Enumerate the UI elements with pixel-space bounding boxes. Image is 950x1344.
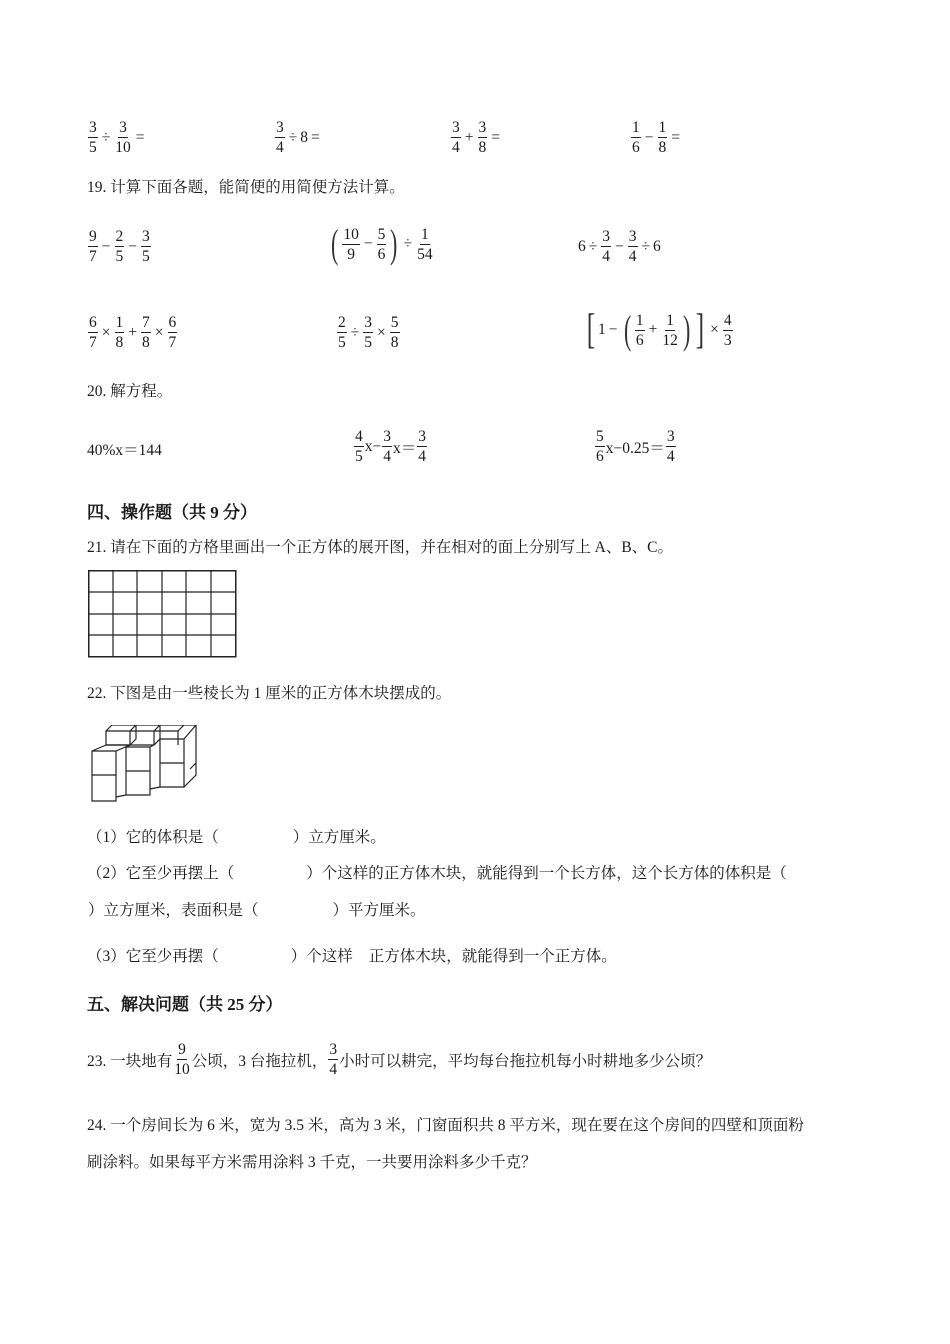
denominator: 6 xyxy=(596,448,604,465)
operator: − xyxy=(644,128,654,146)
numerator: 10 xyxy=(343,225,359,243)
denominator: 10 xyxy=(174,1061,190,1078)
q22-part-1-text-b: ）立方厘米。 xyxy=(292,829,386,846)
question-22-label: 22. 下图是由一些棱长为 1 厘米的正方体木块摆成的。 xyxy=(87,685,452,702)
grid-lines xyxy=(89,571,236,657)
section-5-heading: 五、解决问题（共 25 分） xyxy=(87,995,283,1014)
numerator: 1 xyxy=(421,225,429,243)
denominator: 54 xyxy=(417,245,433,263)
numerator: 6 xyxy=(168,314,177,331)
numerator: 2 xyxy=(115,228,124,245)
equation-20-1: 40%x＝144 xyxy=(87,442,162,459)
denominator: 4 xyxy=(628,248,637,265)
denominator: 3 xyxy=(723,331,732,349)
equals-sign: = xyxy=(135,128,145,146)
numerator: 3 xyxy=(418,428,427,445)
q22-part-3 xyxy=(87,947,617,967)
numerator: 3 xyxy=(628,228,637,245)
question-23 xyxy=(87,1040,711,1079)
drawing-grid xyxy=(88,570,237,658)
operator: × xyxy=(710,321,719,338)
numerator: 3 xyxy=(666,428,675,445)
number: 6 xyxy=(653,237,661,255)
question-20-label: 20. 解方程。 xyxy=(87,383,173,400)
numerator: 9 xyxy=(89,228,97,245)
left-paren: ( xyxy=(623,307,631,352)
term: x−0.25＝ xyxy=(605,439,665,457)
question-21-label: 21. 请在下面的方格里画出一个正方体的展开图，并在相对的面上分别写上 A、B、C。 xyxy=(87,539,673,556)
front-cube-top-2 xyxy=(126,745,154,771)
q22-part-2-text-c: ）立方厘米，表面积是（ xyxy=(88,902,259,919)
denominator: 6 xyxy=(635,331,644,349)
operator: ÷ xyxy=(350,323,360,341)
q22-part-1-text-a: （1）它的体积是（ xyxy=(87,829,219,846)
numerator: 3 xyxy=(142,228,150,245)
term: x− xyxy=(364,437,382,455)
denominator: 5 xyxy=(142,248,150,265)
q22-part-1 xyxy=(87,828,386,848)
denominator: 5 xyxy=(355,448,363,465)
q22-part-3-text-b: ）个这样 xyxy=(290,948,353,965)
numerator: 9 xyxy=(178,1041,186,1058)
numerator: 4 xyxy=(355,428,363,445)
denominator: 8 xyxy=(658,139,667,156)
operator: ÷ xyxy=(641,237,651,255)
q23-text-c: 小时可以耕完，平均每台拖拉机每小时耕地多少公顷？ xyxy=(339,1052,712,1070)
numerator: 1 xyxy=(632,119,640,136)
operator: ÷ xyxy=(403,235,413,252)
q22-part-3-text-a: （3）它至少再摆（ xyxy=(87,948,219,965)
back-cube-top-1 xyxy=(106,725,136,745)
denominator: 9 xyxy=(347,245,355,263)
question-19-label: 19. 计算下面各题，能简便的用简便方法计算。 xyxy=(87,179,405,196)
numerator: 1 xyxy=(635,311,644,329)
numerator: 3 xyxy=(452,119,460,136)
denominator: 4 xyxy=(602,248,611,265)
denominator: 6 xyxy=(377,245,386,263)
denominator: 4 xyxy=(329,1061,338,1078)
q22-part-2-text-a: （2）它至少再摆上（ xyxy=(87,865,235,882)
numerator: 5 xyxy=(390,314,399,331)
equation-20-3 xyxy=(594,427,677,466)
denominator: 4 xyxy=(418,448,427,465)
denominator: 5 xyxy=(115,248,124,265)
numerator: 3 xyxy=(89,119,97,136)
number: 6 xyxy=(578,237,586,255)
expr-19-3 xyxy=(578,227,661,266)
operator: + xyxy=(648,321,658,338)
operator: ÷ xyxy=(588,237,598,255)
q22-part-2-text-d: ）平方厘米。 xyxy=(332,902,426,919)
numerator: 3 xyxy=(119,119,127,136)
front-cube-bottom-3 xyxy=(150,763,196,789)
q23-text-b: 公顷，3 台拖拉机， xyxy=(191,1052,328,1070)
numerator: 3 xyxy=(478,119,487,136)
equation-20-2 xyxy=(353,427,428,466)
right-bracket: ] xyxy=(695,307,705,353)
operator: + xyxy=(128,323,137,341)
expr-18-3 xyxy=(450,118,503,157)
operator: − xyxy=(615,237,624,255)
expr-19-5 xyxy=(336,313,401,352)
numerator: 3 xyxy=(364,314,373,331)
numerator: 2 xyxy=(338,314,346,331)
front-cube-bottom-1 xyxy=(92,775,116,801)
denominator: 7 xyxy=(168,334,177,351)
denominator: 6 xyxy=(632,139,640,156)
section-4-heading: 四、操作题（共 9 分） xyxy=(87,503,257,522)
q22-part-3-text-c: 正方体木块，就能得到一个正方体。 xyxy=(368,948,617,965)
numerator: 3 xyxy=(329,1041,338,1058)
denominator: 7 xyxy=(89,248,97,265)
denominator: 4 xyxy=(666,448,675,465)
left-bracket: [ xyxy=(586,307,596,353)
operator: × xyxy=(101,323,111,341)
operator: × xyxy=(377,323,386,341)
denominator: 10 xyxy=(115,139,131,156)
term: x＝ xyxy=(393,439,417,457)
question-24-line-2: 刷涂料。如果每平方米需用涂料 3 千克，一共要用涂料多少千克？ xyxy=(87,1154,537,1171)
numerator: 3 xyxy=(276,119,284,136)
denominator: 12 xyxy=(662,331,678,349)
q23-text-a: 23. 一块地有 xyxy=(87,1052,173,1070)
numerator: 5 xyxy=(596,428,604,445)
denominator: 4 xyxy=(276,139,284,156)
expr-19-1 xyxy=(87,227,152,266)
expr-18-1 xyxy=(87,118,148,157)
back-cube-top-2 xyxy=(130,725,160,745)
front-cube-top-1 xyxy=(92,745,130,775)
numerator: 3 xyxy=(602,228,611,245)
denominator: 5 xyxy=(89,139,97,156)
operator: − xyxy=(101,237,111,255)
operator: − xyxy=(608,321,618,338)
question-24-line-1: 24. 一个房间长为 6 米，宽为 3.5 米，高为 3 米，门窗面积共 8 平方米，现在要在这个房间的四壁和顶面粉 xyxy=(87,1117,804,1134)
denominator: 5 xyxy=(364,334,373,351)
denominator: 8 xyxy=(390,334,399,351)
numerator: 7 xyxy=(142,314,150,331)
equals-sign: = xyxy=(311,128,320,146)
cube-stack-figure xyxy=(88,725,200,805)
operator: + xyxy=(464,128,474,146)
numerator: 1 xyxy=(115,314,124,331)
numerator: 3 xyxy=(383,428,391,445)
q22-part-2-cont xyxy=(87,901,426,921)
q22-part-2 xyxy=(87,864,787,884)
number: 8 xyxy=(300,128,309,146)
expr-18-4 xyxy=(630,118,683,157)
denominator: 8 xyxy=(142,334,150,351)
numerator: 6 xyxy=(89,314,97,331)
expr-19-6 xyxy=(584,309,734,351)
denominator: 4 xyxy=(383,448,391,465)
operator: − xyxy=(128,237,137,255)
equals-sign: = xyxy=(671,128,680,146)
denominator: 8 xyxy=(478,139,487,156)
numerator: 4 xyxy=(723,311,732,329)
denominator: 8 xyxy=(115,334,124,351)
expr-19-2 xyxy=(328,221,435,266)
numerator: 5 xyxy=(377,225,386,243)
denominator: 4 xyxy=(452,139,460,156)
right-paren: ) xyxy=(682,307,691,352)
number: 1 xyxy=(598,321,606,338)
operator: ÷ xyxy=(288,128,298,146)
front-cube-bottom-2 xyxy=(116,771,150,797)
left-paren: ( xyxy=(330,221,339,266)
expr-19-4 xyxy=(87,313,178,352)
operator: ÷ xyxy=(101,128,111,146)
right-paren: ) xyxy=(390,221,398,266)
numerator: 1 xyxy=(666,311,674,329)
expr-18-2 xyxy=(274,118,323,157)
operator: × xyxy=(154,323,164,341)
denominator: 5 xyxy=(338,334,346,351)
q22-part-2-text-b: ）个这样的正方体木块，就能得到一个长方体，这个长方体的体积是（ xyxy=(306,865,787,882)
denominator: 7 xyxy=(89,334,97,351)
equals-sign: = xyxy=(491,128,500,146)
numerator: 1 xyxy=(658,119,667,136)
operator: − xyxy=(363,235,373,252)
